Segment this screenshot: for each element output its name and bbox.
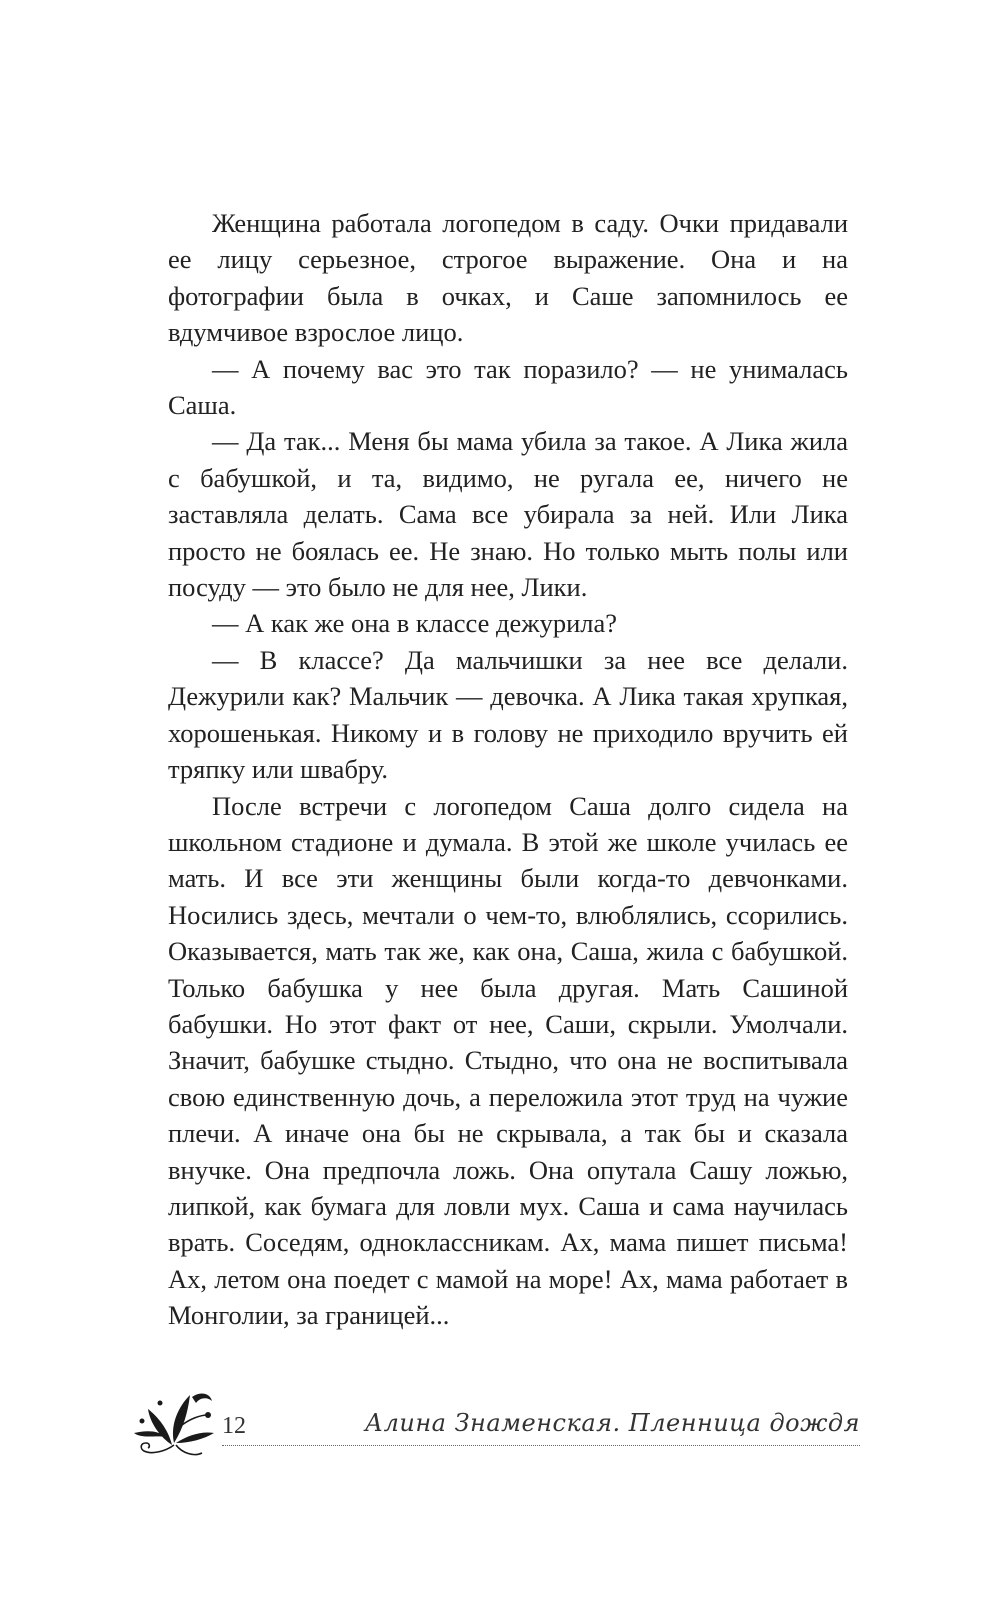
paragraph: Женщина работала логопедом в саду. Очки придавали ее лицу серьезное, строгое выражение. Она и на фотографии была в очках, и Саше запомнилось ее вдумчивое взрослое лицо. (168, 208, 848, 348)
running-title: Алина Знаменская. Пленница дождя (364, 1409, 860, 1437)
paragraph: — А почему вас это так поразило? — не унималась Саша. (168, 353, 848, 421)
page-number: 12 (222, 1413, 246, 1439)
footer-divider (222, 1445, 860, 1446)
page-footer (130, 1385, 860, 1475)
paragraph: — А как же она в классе дежурила? (212, 608, 618, 639)
page-body-text (168, 205, 848, 1334)
paragraph: — В классе? Да мальчишки за нее все делали. Дежурили как? Мальчик — девочка. А Лика такая хрупкая, хорошенькая. Никому и в голову не приходило вручить ей тряпку или швабру. (168, 644, 848, 785)
paragraph: После встречи с логопедом Саша долго сидела на школьном стадионе и думала. В этой же школе училась ее мать. И все эти женщины были когда-то девчонками. Носились здесь, мечтали о чем-то, влюблялись, ссорились. Оказывается, мать так же, как она, Саша, жила с бабушкой. Только бабушка у нее была другая. Мать Сашиной бабушки. Но этот факт от нее, Саши, скрыли. Умолчали. Значит, бабушке стыдно. Стыдно, что она не воспитывала свою единственную дочь, а переложила этот труд на чужие плечи. А иначе она бы не скрывала, а так бы и сказала внучке. Она предпочла ложь. Она опутала Сашу ложью, липкой, как бумага для ловли мух. Саша и сама научилась врать. Соседям, одноклассникам. Ах, мама пишет письма! Ах, летом она поедет с мамой на море! Ах, мама работает в Монголии, за границей... (168, 790, 848, 1331)
floral-ornament-icon (130, 1385, 222, 1465)
paragraph: — Да так... Меня бы мама убила за такое. А Лика жила с бабушкой, и та, видимо, не ругала ее, ничего не заставляла делать. Сама все убирала за ней. Или Лика просто не боялась ее. Не знаю. Но только мыть полы или посуду — это было не для нее, Лики. (168, 426, 848, 603)
